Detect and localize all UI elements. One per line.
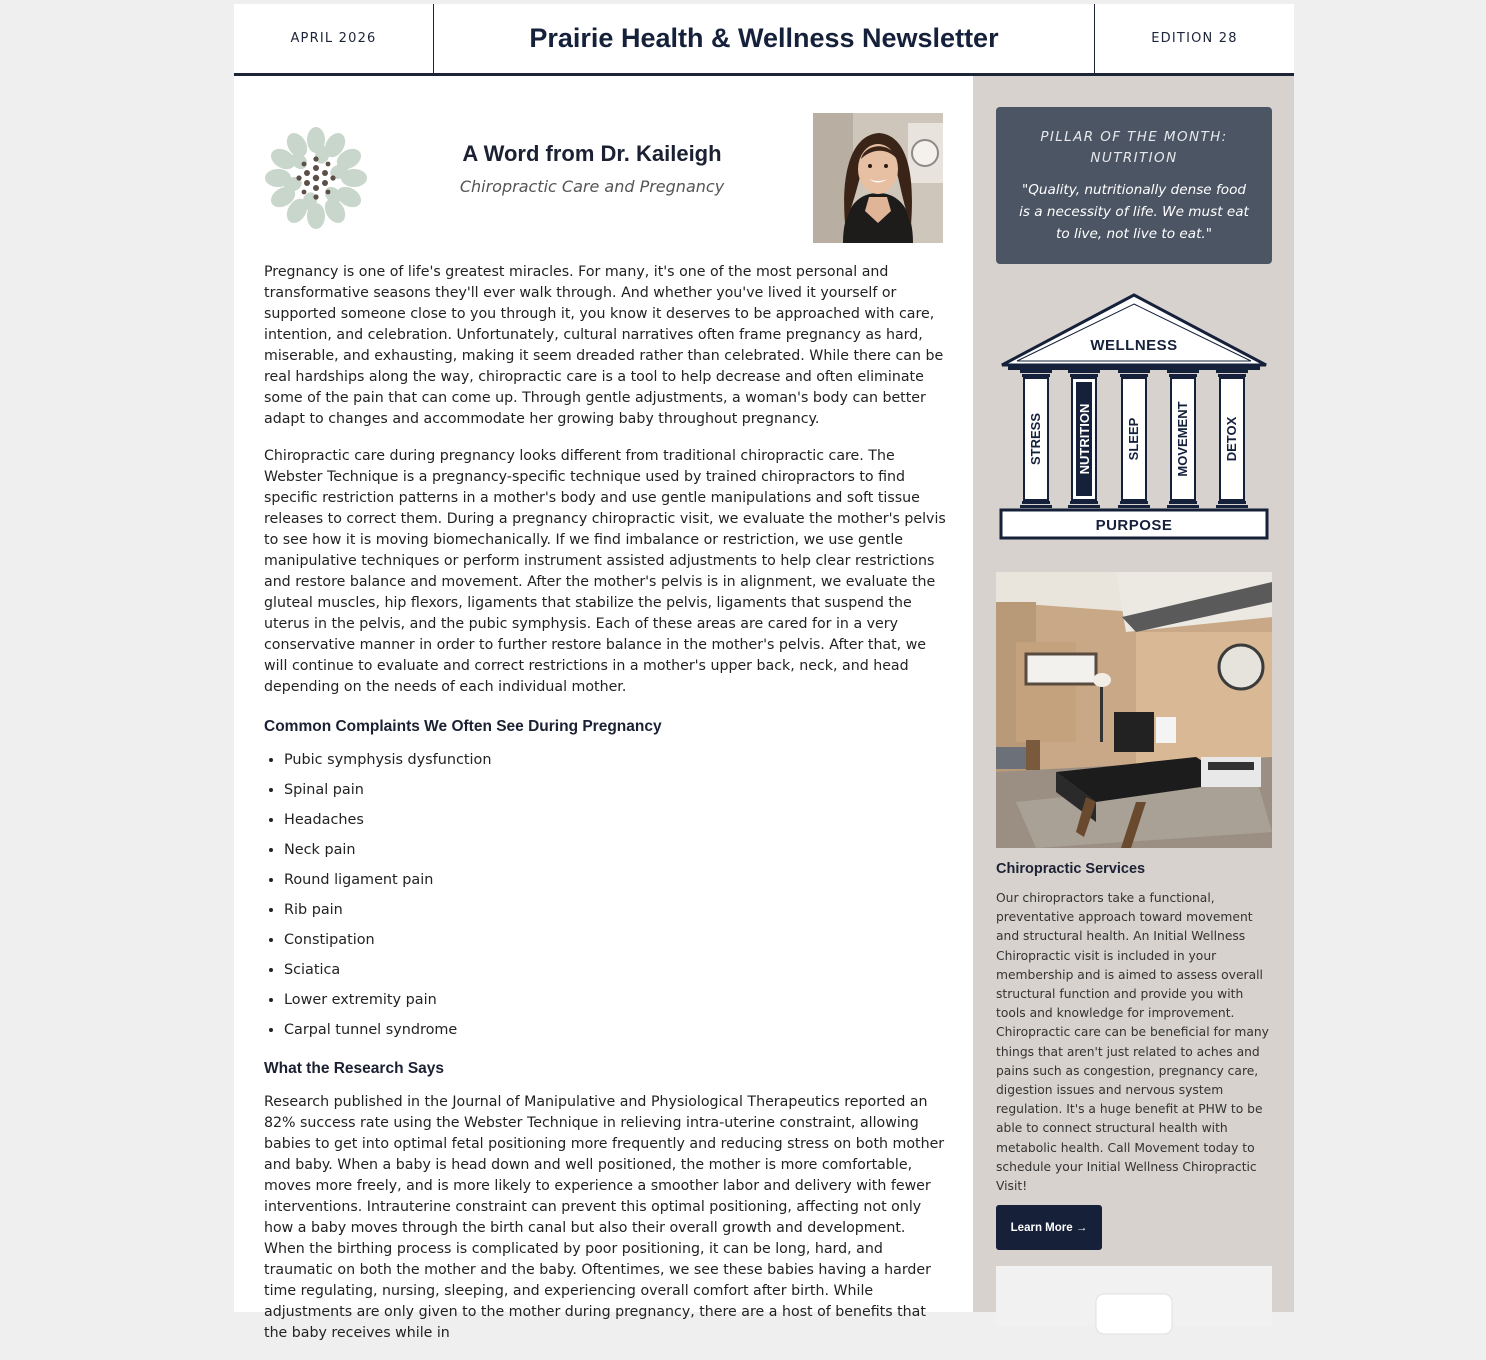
services-title: Chiropractic Services (996, 861, 1146, 877)
treatment-room-photo (996, 572, 1272, 848)
pillar-label: MOVEMENT (1175, 401, 1190, 477)
list-item: • Carpal tunnel syndrome (284, 1020, 947, 1040)
wellness-temple-diagram (996, 290, 1272, 546)
pillar-detox (1216, 370, 1248, 508)
article-subheading: Chiropractic Care and Pregnancy (459, 177, 725, 196)
pillar-label: DETOX (1224, 416, 1239, 462)
article-intro (264, 113, 943, 243)
pillar-label: SLEEP (1126, 417, 1141, 461)
research-heading: What the Research Says (264, 1060, 445, 1077)
intro-text (434, 141, 750, 196)
list-item: • Spinal pain (284, 780, 947, 800)
complaints-list (264, 750, 947, 1040)
main-article (234, 76, 973, 1341)
temple-roof-label: WELLNESS (1090, 337, 1178, 354)
complaints-heading: Common Complaints We Often See During Pregnancy (264, 718, 662, 735)
services-description: Our chiropractors take a functional, preventative approach toward movement and structural health. An Initial Wellness Chiropractic visit is included in your membership and is aimed to assess overall structural function and provide you with tools and knowledge for improvement. Chiropractic care can be beneficial for many things that aren't just related to aches and pains such as congestion, pregnancy care, digestion issues and nervous system regulation. It's a huge benefit at PHW to be able to connect structural health with metabolic health. Call Movement today to schedule your Initial Wellness Chiropractic Visit! (996, 891, 1269, 1194)
list-item: • Rib pain (284, 900, 947, 920)
pillar-quote: "Quality, nutritionally dense food is a necessity of life. We must eat to live, not live to eat." (1019, 182, 1249, 242)
issue-date: APRIL 2026 (234, 4, 434, 73)
list-item: • Neck pain (284, 840, 947, 860)
pillar-title: PILLAR OF THE MONTH: NUTRITION (1040, 129, 1228, 166)
newsletter-title: Prairie Health & Wellness Newsletter (529, 23, 999, 53)
flower-logo-icon (264, 126, 368, 230)
pillar-label: NUTRITION (1077, 403, 1092, 475)
learn-more-button[interactable]: Learn More → (996, 1205, 1102, 1250)
article-heading: A Word from Dr. Kaileigh (462, 141, 722, 166)
article-paragraph: Chiropractic care during pregnancy looks different from traditional chiropractic care. The Webster Technique is a pregnancy-specific technique used by trained chiropractors to find specific restriction patterns in a mother's body and use gentle manipulations and soft tissue releases to correct them. During a pregnancy chiropractic visit, we evaluate the mother's pelvis to see how it is moving biomechanically. If we find imbalance or restriction, we use gentle manipulative techniques or perform instrument assisted adjustments to help clear restrictions and restore balance and movement. After the mother's pelvis is in alignment, we evaluate the gluteal muscles, hip flexors, ligaments that stabilize the pelvis, ligaments that suspend the uterus in the pelvis, and the pubic symphysis. Each of these areas are cared for in a very conservative manner in order to further restore balance in the mother's pelvis. After that, we will continue to evaluate and correct restrictions in a mother's upper back, neck, and head depending on the needs of each individual mother. (264, 448, 946, 695)
article-body (264, 262, 947, 1360)
research-paragraph: Research published in the Journal of Manipulative and Physiological Therapeutics reported an 82% success rate using the Webster Technique in relieving intra-uterine constraint, allowing babies to get into optimal fetal positioning more frequently and reducing stress on both mother and baby. When a baby is head down and well positioned, the mother is more comfortable, moves more freely, and is more likely to experience a smoother labor and delivery with fewer interventions. Intrauterine constraint can prevent this optimal positioning, affecting not only how a baby moves through the birth canal but also their overall growth and development. When the birthing process is complicated by poor positioning, it can be long, hard, and traumatic on both the mother and the baby. Oftentimes, we see these babies having a harder time regulating, nursing, sleeping, and experiencing overall comfort after birth. While adjustments are only given to the mother during pregnancy, there are a host of benefits that the baby receives while in (264, 1094, 945, 1341)
pillar-stress (1020, 370, 1052, 508)
list-item: • Constipation (284, 930, 947, 950)
newsletter-header (234, 4, 1294, 76)
list-item: • Sciatica (284, 960, 947, 980)
pillar-movement (1167, 370, 1199, 508)
pillar-nutrition (1068, 370, 1100, 508)
doctor-portrait (813, 113, 943, 243)
temple-base-label: PURPOSE (1095, 517, 1173, 534)
pillar-label: STRESS (1028, 412, 1043, 466)
temple-roof (1002, 295, 1266, 365)
list-item: • Round ligament pain (284, 870, 947, 890)
list-item: • Lower extremity pain (284, 990, 947, 1010)
list-item: • Pubic symphysis dysfunction (284, 750, 947, 770)
edition-number: EDITION 28 (1094, 4, 1294, 73)
list-item: • Headaches (284, 810, 947, 830)
pillar-of-month-box (996, 107, 1272, 264)
sidebar (973, 76, 1294, 1312)
pillar-sleep (1118, 370, 1150, 508)
product-photo (996, 1266, 1272, 1326)
article-paragraph: Pregnancy is one of life's greatest miracles. For many, it's one of the most personal and transformative seasons they'll ever walk through. And whether you've lived it yourself or supported someone close to you through it, you know it deserves to be approached with care, intention, and celebration. Unfortunately, cultural narratives often frame pregnancy as hard, miserable, and exhausting, making it seem dreaded rather than celebrated. While there can be real hardships along the way, chiropractic care is a tool to help decrease and often eliminate some of the pain that can come up. Through gentle adjustments, a woman's body can better adapt to changes and accommodate her growing baby throughout pregnancy. (264, 264, 944, 427)
